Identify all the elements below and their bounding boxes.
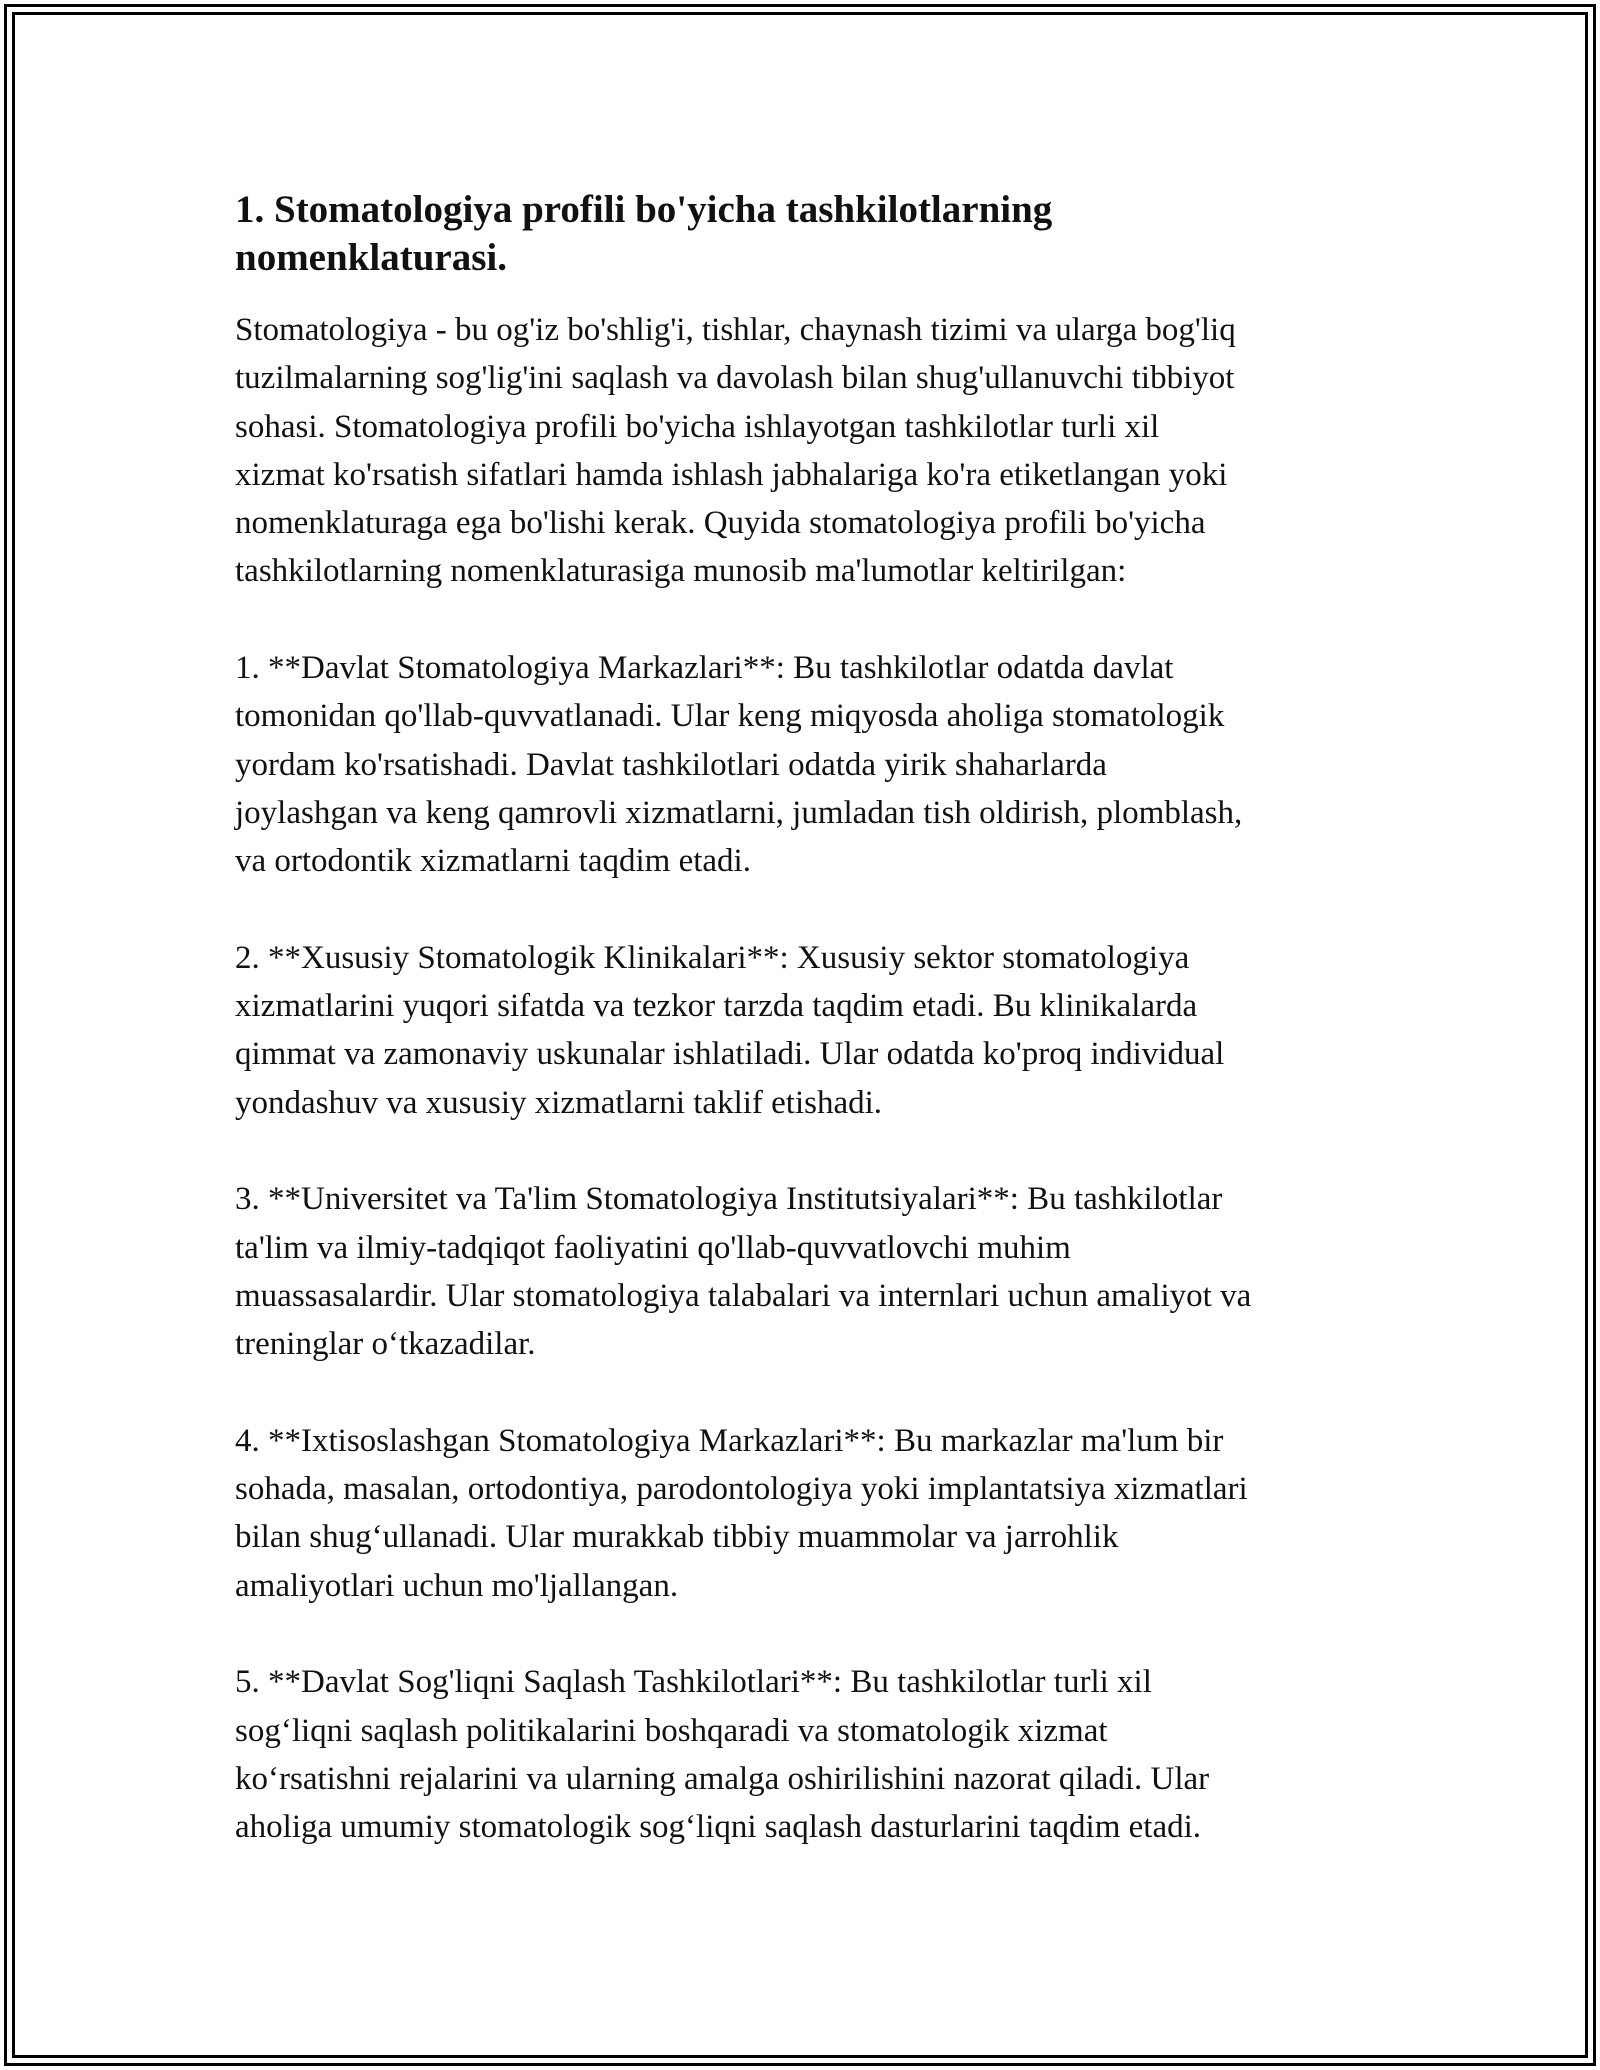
list-item-paragraph-4 — [235, 1417, 1395, 1610]
text-line: aholiga umumiy stomatologik sog‘liqni saqlash dasturlarini taqdim etadi. — [235, 1809, 1202, 1846]
document-body — [235, 186, 1395, 1852]
intro-paragraph — [235, 306, 1395, 596]
heading-line: 1. Stomatologiya profili bo'yicha tashkilotlarning — [235, 188, 1053, 231]
list-item-paragraph-5 — [235, 1658, 1395, 1851]
text-line: sohada, masalan, ortodontiya, parodontologiya yoki implantatsiya xizmatlari — [235, 1471, 1248, 1508]
text-line: 5. **Davlat Sog'liqni Saqlash Tashkilotlari**: Bu tashkilotlar turli xil — [235, 1664, 1152, 1701]
text-line: tuzilmalarning sog'lig'ini saqlash va davolash bilan shug'ullanuvchi tibbiyot — [235, 360, 1235, 397]
text-line: 2. **Xususiy Stomatologik Klinikalari**: Xususiy sektor stomatologiya — [235, 939, 1190, 976]
text-line: xizmatlarini yuqori sifatda va tezkor tarzda taqdim etadi. Bu klinikalarda — [235, 988, 1198, 1025]
text-line: nomenklaturaga ega bo'lishi kerak. Quyida stomatologiya profili bo'yicha — [235, 505, 1206, 542]
text-line: ta'lim va ilmiy-tadqiqot faoliyatini qo'llab-quvvatlovchi muhim — [235, 1229, 1071, 1266]
text-line: bilan shug‘ullanadi. Ular murakkab tibbiy muammolar va jarrohlik — [235, 1519, 1119, 1556]
text-line: tomonidan qo'llab-quvvatlanadi. Ular keng miqyosda aholiga stomatologik — [235, 698, 1225, 735]
text-line: va ortodontik xizmatlarni taqdim etadi. — [235, 843, 751, 880]
heading-line: nomenklaturasi. — [235, 236, 507, 279]
text-line: yordam ko'rsatishadi. Davlat tashkilotlari odatda yirik shaharlarda — [235, 746, 1107, 783]
text-line: sohasi. Stomatologiya profili bo'yicha ishlayotgan tashkilotlar turli xil — [235, 408, 1160, 445]
text-line: ko‘rsatishni rejalarini va ularning amalga oshirilishini nazorat qiladi. Ular — [235, 1760, 1210, 1797]
text-line: Stomatologiya - bu og'iz bo'shlig'i, tishlar, chaynash tizimi va ularga bog'liq — [235, 312, 1236, 348]
text-line: xizmat ko'rsatish sifatlari hamda ishlash jabhalariga ko'ra etiketlangan yoki — [235, 456, 1228, 493]
text-line: tashkilotlarning nomenklaturasiga munosib ma'lumotlar keltirilgan: — [235, 553, 1127, 590]
text-line: joylashgan va keng qamrovli xizmatlarni, jumladan tish oldirish, plomblash, — [235, 794, 1243, 831]
list-item-paragraph-2 — [235, 934, 1395, 1127]
text-line: yondashuv va xususiy xizmatlarni taklif etishadi. — [235, 1084, 883, 1121]
text-line: treninglar o‘tkazadilar. — [235, 1326, 536, 1363]
text-line: 4. **Ixtisoslashgan Stomatologiya Markazlari**: Bu markazlar ma'lum bir — [235, 1422, 1224, 1459]
text-line: 3. **Universitet va Ta'lim Stomatologiya Institutsiyalari**: Bu tashkilotlar — [235, 1181, 1223, 1218]
text-line: qimmat va zamonaviy uskunalar ishlatiladi. Ular odatda ko'proq individual — [235, 1036, 1225, 1073]
text-line: 1. **Davlat Stomatologiya Markazlari**: Bu tashkilotlar odatda davlat — [235, 650, 1174, 687]
list-item-paragraph-1 — [235, 644, 1395, 885]
text-line: amaliyotlari uchun mo'ljallangan. — [235, 1567, 679, 1604]
text-line: muassasalardir. Ular stomatologiya talabalari va internlari uchun amaliyot va — [235, 1277, 1252, 1314]
list-item-paragraph-3 — [235, 1175, 1395, 1368]
text-line: sog‘liqni saqlash politikalarini boshqaradi va stomatologik xizmat — [235, 1712, 1108, 1749]
section-heading — [235, 186, 1395, 282]
